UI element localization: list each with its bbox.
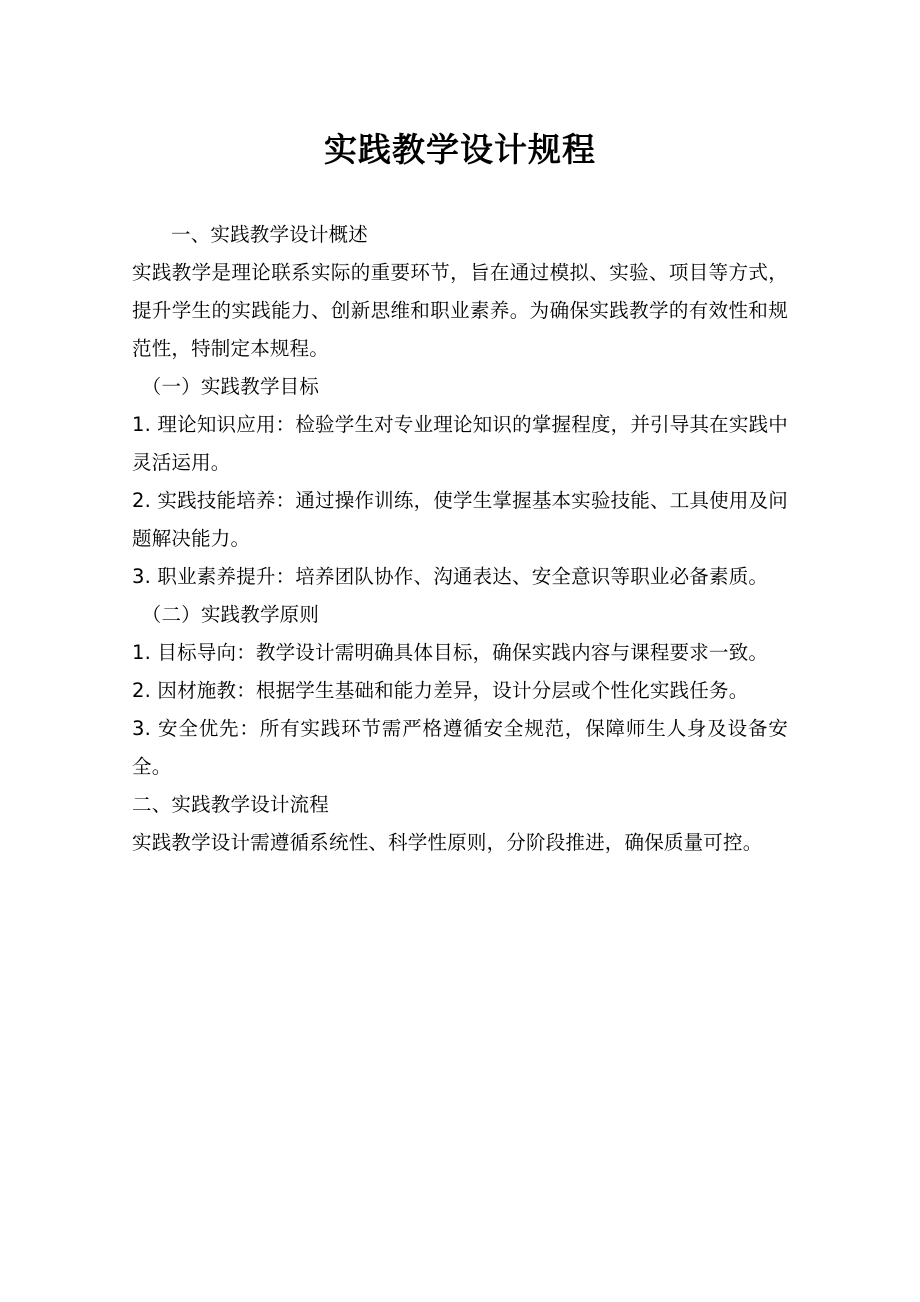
list-item-skill-training: 2. 实践技能培养：通过操作训练，使学生掌握基本实验技能、工具使用及问题解决能力。 bbox=[132, 488, 788, 550]
list-item-safety-first: 3. 安全优先：所有实践环节需严格遵循安全规范，保障师生人身及设备安全。 bbox=[132, 716, 788, 778]
document-body bbox=[132, 216, 788, 862]
paragraph-process-intro: 实践教学设计需遵循系统性、科学性原则，分阶段推进，确保质量可控。 bbox=[132, 830, 763, 854]
section-heading-one: 一、实践教学设计概述 bbox=[171, 222, 369, 246]
subsection-heading-principles: （二）实践教学原则 bbox=[141, 602, 320, 626]
paragraph-overview: 实践教学是理论联系实际的重要环节，旨在通过模拟、实验、项目等方式，提升学生的实践能力、创新思维和职业素养。为确保实践教学的有效性和规范性，特制定本规程。 bbox=[132, 260, 788, 360]
list-item-individualized-teaching: 2. 因材施教：根据学生基础和能力差异，设计分层或个性化实践任务。 bbox=[132, 678, 749, 702]
list-item-professional-quality: 3. 职业素养提升：培养团队协作、沟通表达、安全意识等职业必备素质。 bbox=[132, 564, 769, 588]
list-item-theory-application: 1. 理论知识应用：检验学生对专业理论知识的掌握程度，并引导其在实践中灵活运用。 bbox=[132, 412, 788, 474]
list-item-goal-oriented: 1. 目标导向：教学设计需明确具体目标，确保实践内容与课程要求一致。 bbox=[132, 640, 769, 664]
section-heading-two: 二、实践教学设计流程 bbox=[132, 792, 330, 816]
subsection-heading-objectives: （一）实践教学目标 bbox=[141, 374, 320, 398]
page-title: 实践教学设计规程 bbox=[324, 130, 596, 169]
